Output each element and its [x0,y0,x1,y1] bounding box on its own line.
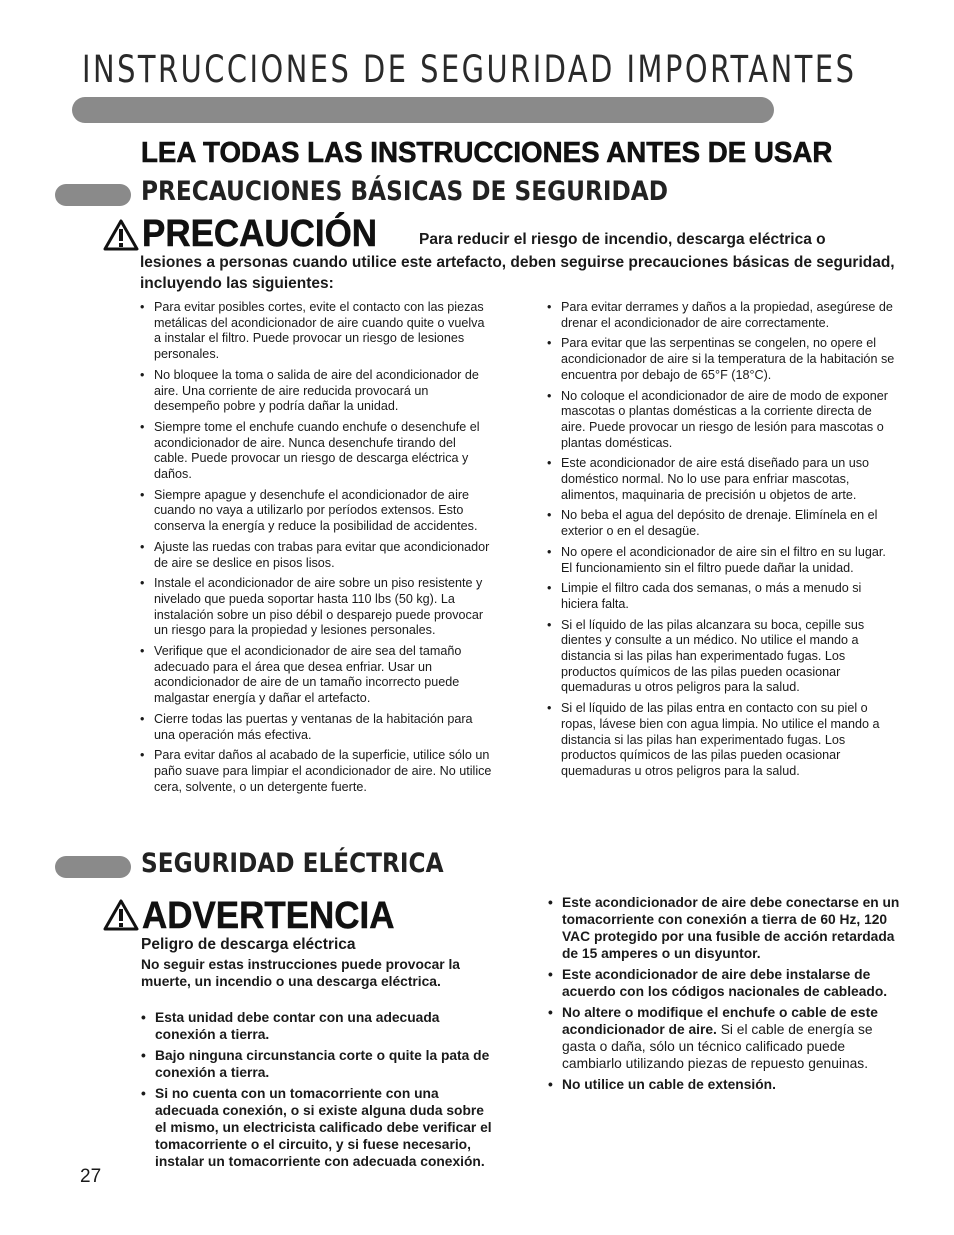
caution-intro: Para reducir el riesgo de incendio, descarga eléctrica o [419,231,826,248]
list-item: • No bloquee la toma o salida de aire del acondicionador de aire. Una corriente de aire reducida provocará un desempeño pobre y podría dañar la unidad. [140,368,492,415]
list-item: • Cierre todas las puertas y ventanas de la habitación para una operación más efectiva. [140,712,492,743]
read-all-heading: LEA TODAS LAS INSTRUCCIONES ANTES DE USAR [141,137,833,169]
electrical-list-right [548,894,900,1097]
list-item: • Este acondicionador de aire está diseñado para un uso doméstico normal. No lo use para enfriar mascotas, alimentos, maquinaria de precisión u objetos de arte. [547,456,899,503]
list-item: • Limpie el filtro cada dos semanas, o más a menudo si hiciera falta. [547,581,899,612]
list-item: • No beba el agua del depósito de drenaje. Elimínela en el exterior o en el desagüe. [547,508,899,539]
precautions-list-right [547,300,899,785]
page-number: 27 [80,1166,102,1187]
list-item: • Esta unidad debe contar con una adecuada conexión a tierra. [141,1009,493,1043]
title-bar [72,97,774,123]
basic-precautions-heading: PRECAUCIONES BÁSICAS DE SEGURIDAD [141,176,669,207]
warning-triangle-icon [103,899,139,931]
list-item: • No opere el acondicionador de aire sin el filtro en su lugar. El funcionamiento sin el filtro puede dañar la unidad. [547,545,899,576]
list-item: • Este acondicionador de aire debe conectarse en un tomacorriente con conexión a tierra de 60 Hz, 120 VAC protegido por una fusible de acción retardada de 15 amperes o un disyuntor. [548,894,900,962]
list-item: • Si el líquido de las pilas alcanzara su boca, cepille sus dientes y consulte a un médico. No utilice el mando a distancia si las pilas han experimentado fugas. Los productos químicos de las pilas pueden ocasionar quemaduras u otros peligros para la salud. [547,618,899,697]
hazard-description: No seguir estas instrucciones puede provocar la muerte, un incendio o una descarga eléctrica. [141,957,460,989]
precautions-list-left [140,300,492,800]
list-item: • Para evitar daños al acabado de la superficie, utilice sólo un paño suave para limpiar el acondicionador de aire. No utilice cera, solvente, o un detergente fuerte. [140,748,492,795]
hazard-title: Peligro de descarga eléctrica [141,936,356,953]
list-item [548,1004,900,1072]
electrical-safety-heading: SEGURIDAD ELÉCTRICA [141,848,444,879]
list-item: • No coloque el acondicionador de aire de modo de exponer mascotas o plantas domésticas a la corriente directa de aire. Puede provocar un riesgo de lesión para mascotas o plantas domésticas. [547,389,899,452]
list-item: • Siempre apague y desenchufe el acondicionador de aire cuando no vaya a utilizarlo por períodos extensos. Esto conserva la energía y reduce la posibilidad de accidentes. [140,488,492,535]
list-item: • Para evitar posibles cortes, evite el contacto con las piezas metálicas del acondicionador de aire cuando quite o vuelva a instalar el filtro. Puede provocar un riesgo de lesiones personales. [140,300,492,363]
page-title: INSTRUCCIONES DE SEGURIDAD IMPORTANTES [82,48,857,91]
electrical-list-left [141,1009,493,1174]
list-item: • Si el líquido de las pilas entra en contacto con su piel o ropas, lávese bien con agua limpia. No utilice el mando a distancia si las pilas han experimentado fugas. Los productos químicos de las pilas pueden ocasionar quemaduras u otros peligros para la salud. [547,701,899,780]
list-item: • Instale el acondicionador de aire sobre un piso resistente y nivelado que pueda soportar hasta 110 lbs (50 kg). La instalación sobre un piso débil o desparejo puede provocar un riesgo para la propiedad y lesiones personales. [140,576,492,639]
list-item: • Verifique que el acondicionador de aire sea del tamaño adecuado para el área que desea enfriar. Usar un acondicionador de aire de un tamaño incorrecto puede malgastar energía y dañar el artefacto. [140,644,492,707]
caution-intro-continued: lesiones a personas cuando utilice este artefacto, deben seguirse precauciones básicas de seguridad, incluyendo las siguientes: [140,254,895,292]
list-item: • Para evitar derrames y daños a la propiedad, asegúrese de drenar el acondicionador de aire correctamente. [547,300,899,331]
plug-warning-bold: No altere o modifique el enchufe o cable de este acondicionador de aire. [562,1005,878,1037]
list-item: • No utilice un cable de extensión. [548,1076,900,1093]
warning-signal-word: ADVERTENCIA [142,895,395,937]
list-item: • Este acondicionador de aire debe instalarse de acuerdo con los códigos nacionales de cableado. [548,966,900,1000]
caution-signal-word: PRECAUCIÓN [142,213,378,255]
list-item: • Si no cuenta con un tomacorriente con una adecuada conexión, o si existe alguna duda sobre el mismo, un electricista calificado debe verificar el tomacorriente o el circuito, y si fuese necesario, instalar un tomacorriente con adecuada conexión. [141,1085,493,1170]
section-pill [55,856,131,878]
list-item: • Siempre tome el enchufe cuando enchufe o desenchufe el acondicionador de aire. Nunca desenchufe tirando del cable. Puede provocar un riesgo de descarga eléctrica y daños. [140,420,492,483]
plug-warning-detail: Si el cable de energía se gasta o daña, sólo un técnico calificado puede cambiarlo utilizando piezas de repuesto genuinas. [562,1022,873,1071]
section-pill [55,184,131,206]
list-item: • Para evitar que las serpentinas se congelen, no opere el acondicionador de aire si la temperatura de la habitación se encuentra por debajo de 65°F (18°C). [547,336,899,383]
list-item: • Bajo ninguna circunstancia corte o quite la pata de conexión a tierra. [141,1047,493,1081]
list-item: • Ajuste las ruedas con trabas para evitar que acondicionador de aire se deslice en pisos lisos. [140,540,492,571]
warning-triangle-icon [103,219,139,251]
